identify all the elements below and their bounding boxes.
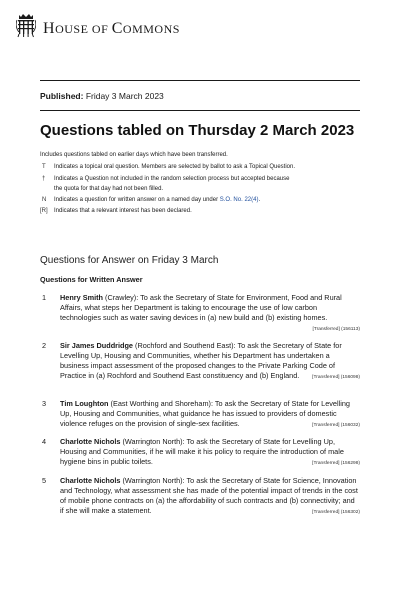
question-tag: [Transferred] (156032) [312, 423, 360, 428]
member-name: Sir James Duddridge [60, 341, 133, 350]
standing-order-link[interactable]: S.O. No. 22(4) [219, 197, 259, 203]
member-constituency: (Warrington North): [120, 476, 187, 485]
key-text: Indicates that a relevant interest has been declared. [54, 208, 192, 214]
key-text: Indicates a Question not included in the random selection process but accepted because the quota for that day had not been filled. [54, 176, 290, 192]
key-text: Indicates a question for written answer on a named day under S.O. No. 22(4). [54, 197, 261, 203]
key-symbol: N [42, 197, 47, 203]
member-name: Charlotte Nichols [60, 437, 121, 446]
portcullis-icon [16, 12, 36, 38]
page-header [16, 12, 386, 42]
member-constituency: (Warrington North): [120, 437, 187, 446]
question-number: 2 [42, 341, 47, 350]
question-number: 4 [42, 437, 47, 446]
question-number: 5 [42, 476, 47, 485]
question-body [60, 476, 360, 518]
member-constituency: (East Worthing and Shoreham): [108, 399, 215, 408]
intro-text: Includes questions tabled on earlier days which have been transferred. [40, 152, 228, 158]
member-name: Charlotte Nichols [60, 476, 121, 485]
question-text: To ask the Secretary of State for Levelling Up, Housing and Communities, whether his Department has undertaken a business impact assessment of the proposed changes to the Private Parking Code of Practice in (a) Rochford and Southend East constituency and (b) England. [60, 341, 342, 380]
member-constituency: (Rochford and Southend East): [133, 341, 238, 350]
section-title: Questions for Answer on Friday 3 March [40, 255, 219, 266]
key-symbol: T [42, 164, 46, 170]
divider [40, 110, 360, 111]
key-text: Indicates a topical oral question. Members are selected by ballot to ask a Topical Question. [54, 164, 296, 170]
question-body [60, 399, 360, 431]
key-item-not-included [40, 175, 360, 195]
member-name: Henry Smith [60, 293, 103, 302]
question-body [60, 293, 360, 335]
published-label: Published: [40, 91, 84, 101]
question-text: To ask the Secretary of State for Levelling Up, Housing and Communities, if he will make it his policy to require the introduction of male hygiene bins in public toilets. [60, 437, 344, 466]
divider [40, 80, 360, 81]
question-tag: [Transferred] (156098) [312, 375, 360, 380]
question-tag: [Transferred] (156298) [312, 461, 360, 466]
key-symbol: † [42, 176, 46, 182]
question-text: To ask the Secretary of State for Environment, Food and Rural Affairs, what steps her Department is taking to encourage the use of low carbon technologies such as water saving devices in (a) new build and (b) existing homes. [60, 293, 342, 322]
published-line [40, 91, 164, 101]
question-text: To ask the Secretary of State for Levelling Up, Housing and Communities, what guidance he has issued to providers of domestic violence refuges on the provision of single-sex facilities. [60, 399, 350, 428]
house-name: HOUSE OF COMMONS [43, 20, 180, 37]
question-body [60, 437, 360, 469]
question-number: 1 [42, 293, 47, 302]
member-name: Tim Loughton [60, 399, 109, 408]
subsection-title: Questions for Written Answer [40, 275, 143, 284]
question-body [60, 341, 360, 383]
published-date: Friday 3 March 2023 [83, 91, 164, 101]
question-text: To ask the Secretary of State for Science, Innovation and Technology, what assessment she has made of the potential impact of trends in the cost of mobile phone contracts on (a) the affordability of such contracts and (b) connectivity; and if she will make a statement. [60, 476, 358, 515]
page-title: Questions tabled on Thursday 2 March 2023 [40, 122, 355, 139]
question-tag: [Transferred] (156302) [312, 510, 360, 515]
question-number: 3 [42, 399, 47, 408]
key-symbol: [R] [40, 208, 48, 214]
member-constituency: (Crawley): [102, 293, 141, 302]
question-tag: [Transferred] (156113) [312, 327, 360, 332]
